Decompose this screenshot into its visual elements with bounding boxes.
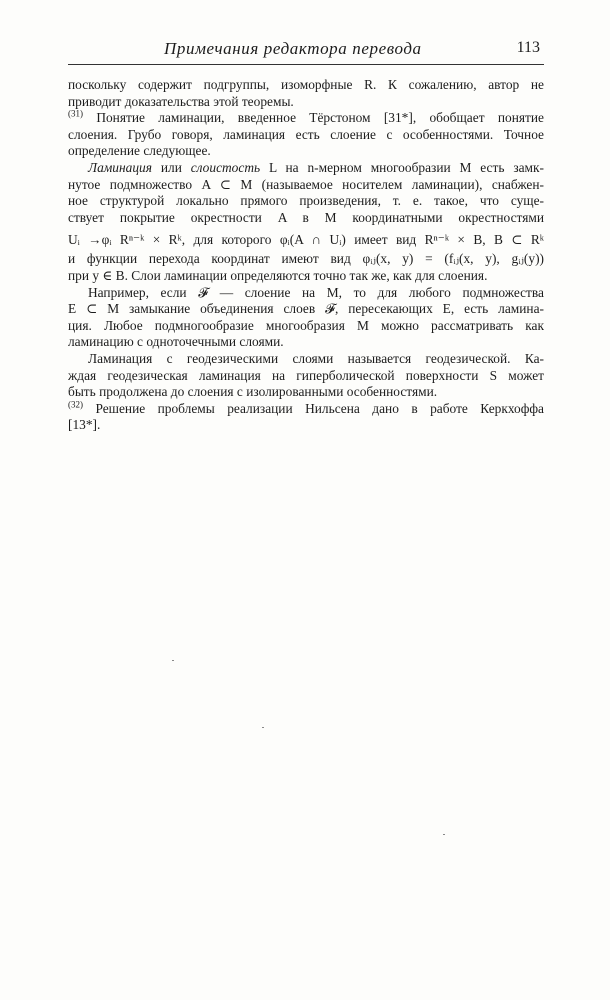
footnote-31-line: [68, 110, 544, 127]
text-line: при y ∈ B. Слои ламинации определяются точно так же, как для слоения.: [68, 267, 488, 283]
page-number: 113: [516, 39, 540, 56]
paper-speck: [443, 834, 445, 835]
text-line: ное структурой локально прямого произведения, т. е. такое, что суще-: [68, 193, 544, 209]
notes-body: [68, 77, 544, 434]
footnote-31-marker: (31): [68, 110, 83, 119]
footnote-32-line: [68, 401, 544, 418]
term-lamination: Ламинация: [88, 159, 152, 175]
text-line: ствует покрытие окрестности A в M координатными окрестностями: [68, 209, 544, 225]
text-line: быть продолжена до слоения с изолированными особенностями.: [68, 384, 438, 400]
page-header: [68, 38, 544, 65]
text-line: поскольку содержит подгруппы, изоморфные R. К сожалению, автор не: [68, 77, 544, 92]
footnote-32-marker: (32): [68, 400, 83, 410]
text-line: Например, если 𝓕 — слоение на M, то для любого подмножества: [88, 284, 544, 300]
text-line: определение следующее.: [68, 143, 211, 159]
text-line: Ламинация с геодезическими слоями называется геодезической. Ка-: [88, 350, 544, 366]
formula-line: Uᵢ →φᵢ Rⁿ⁻ᵏ × Rᵏ, для которого φᵢ(A ∩ Uᵢ) имеет вид Rⁿ⁻ᵏ × B, B ⊂ Rᵏ: [68, 232, 544, 248]
text-line: Понятие ламинации, введенное Тёрстоном [31*], обобщает понятие: [96, 110, 544, 126]
text-line: ламинацию с одноточечными слоями.: [68, 334, 284, 350]
paper-speck: [262, 727, 264, 728]
text-line: приводит доказательства этой теоремы.: [68, 93, 294, 109]
paper-speck: [172, 660, 174, 661]
text-fragment: или: [160, 159, 182, 175]
text-line: слоения. Грубо говоря, ламинация есть слоение с особенностями. Точное: [68, 126, 544, 142]
text-line: нутое подмножество A ⊂ M (называемое носителем ламинации), снабжен-: [68, 176, 544, 192]
definition-line: [68, 160, 544, 177]
text-line: E ⊂ M замыкание объединения слоев 𝓕, пересекающих E, есть ламина-: [68, 301, 544, 317]
running-title: Примечания редактора перевода: [164, 39, 422, 58]
text-line: ция. Любое подмногообразие многообразия M можно рассматривать как: [68, 317, 544, 333]
text-fragment: L на n-мерном многообразии M есть замк-: [268, 159, 544, 175]
term-layering: слоистость: [190, 159, 261, 175]
text-line: ждая геодезическая ламинация на гиперболической поверхности S может: [68, 367, 544, 383]
text-line: [13*].: [68, 417, 101, 433]
text-line: и функции перехода координат имеют вид φᵢⱼ(x, y) = (fᵢⱼ(x, y), gᵢⱼ(y)): [68, 251, 544, 267]
text-line: Решение проблемы реализации Нильсена дано в работе Керкхоффа: [95, 400, 544, 416]
